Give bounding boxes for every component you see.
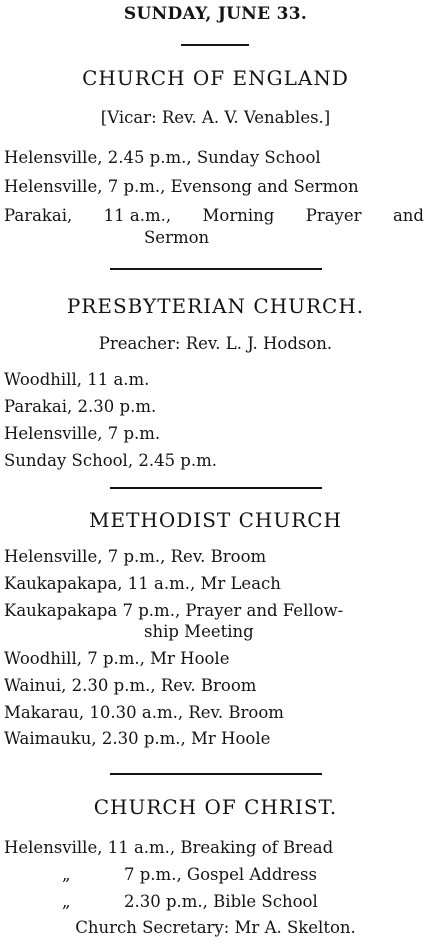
service-line: Helensville, 11 a.m., Breaking of Bread bbox=[4, 838, 334, 857]
service-line: Woodhill, 7 p.m., Mr Hoole bbox=[4, 649, 230, 668]
secretary-line: Church Secretary: Mr A. Skelton. bbox=[75, 918, 356, 937]
service-line: Waimauku, 2.30 p.m., Mr Hoole bbox=[4, 729, 271, 748]
service-line-wrapped: Kaukapakapa 7 p.m., Prayer and Fellow- bbox=[4, 601, 344, 620]
section-title-church-of-england: CHURCH OF ENGLAND bbox=[82, 66, 349, 90]
service-line: Kaukapakapa, 11 a.m., Mr Leach bbox=[4, 574, 281, 593]
service-line: Parakai, 2.30 p.m. bbox=[4, 397, 157, 416]
word: and bbox=[392, 206, 424, 225]
ditto-mark: „ bbox=[62, 892, 71, 911]
service-line-continuation: ship Meeting bbox=[144, 622, 254, 641]
section-title-methodist: METHODIST CHURCH bbox=[89, 508, 342, 532]
service-line-wrapped bbox=[4, 206, 424, 225]
service-line: Woodhill, 11 a.m. bbox=[4, 370, 150, 389]
service-line: Sunday School, 2.45 p.m. bbox=[4, 451, 218, 470]
service-line: Helensville, 7 p.m. bbox=[4, 424, 161, 443]
vicar-line: [Vicar: Rev. A. V. Venables.] bbox=[100, 108, 331, 127]
word: Morning bbox=[202, 206, 275, 225]
ditto-mark: „ bbox=[62, 865, 71, 884]
word: Prayer bbox=[305, 206, 362, 225]
service-line: 2.30 p.m., Bible School bbox=[124, 892, 318, 911]
word: 11 a.m., bbox=[103, 206, 172, 225]
service-line: Helensville, 7 p.m., Rev. Broom bbox=[4, 547, 267, 566]
preacher-line: Preacher: Rev. L. J. Hodson. bbox=[98, 334, 333, 353]
service-line: Helensville, 2.45 p.m., Sunday School bbox=[4, 148, 321, 167]
service-line: 7 p.m., Gospel Address bbox=[124, 865, 317, 884]
divider-rule bbox=[110, 773, 322, 775]
divider-rule bbox=[110, 487, 322, 489]
section-title-church-of-christ: CHURCH OF CHRIST. bbox=[93, 795, 338, 819]
divider-rule bbox=[110, 268, 322, 270]
section-title-presbyterian: PRESBYTERIAN CHURCH. bbox=[66, 294, 365, 318]
service-line: Makarau, 10.30 a.m., Rev. Broom bbox=[4, 703, 284, 722]
divider-rule bbox=[181, 44, 249, 46]
date-heading: SUNDAY, JUNE 33. bbox=[123, 4, 308, 24]
service-line-continuation: Sermon bbox=[144, 228, 210, 247]
service-line: Wainui, 2.30 p.m., Rev. Broom bbox=[4, 676, 257, 695]
service-line: Helensville, 7 p.m., Evensong and Sermon bbox=[4, 177, 359, 196]
word: Parakai, bbox=[4, 206, 73, 225]
